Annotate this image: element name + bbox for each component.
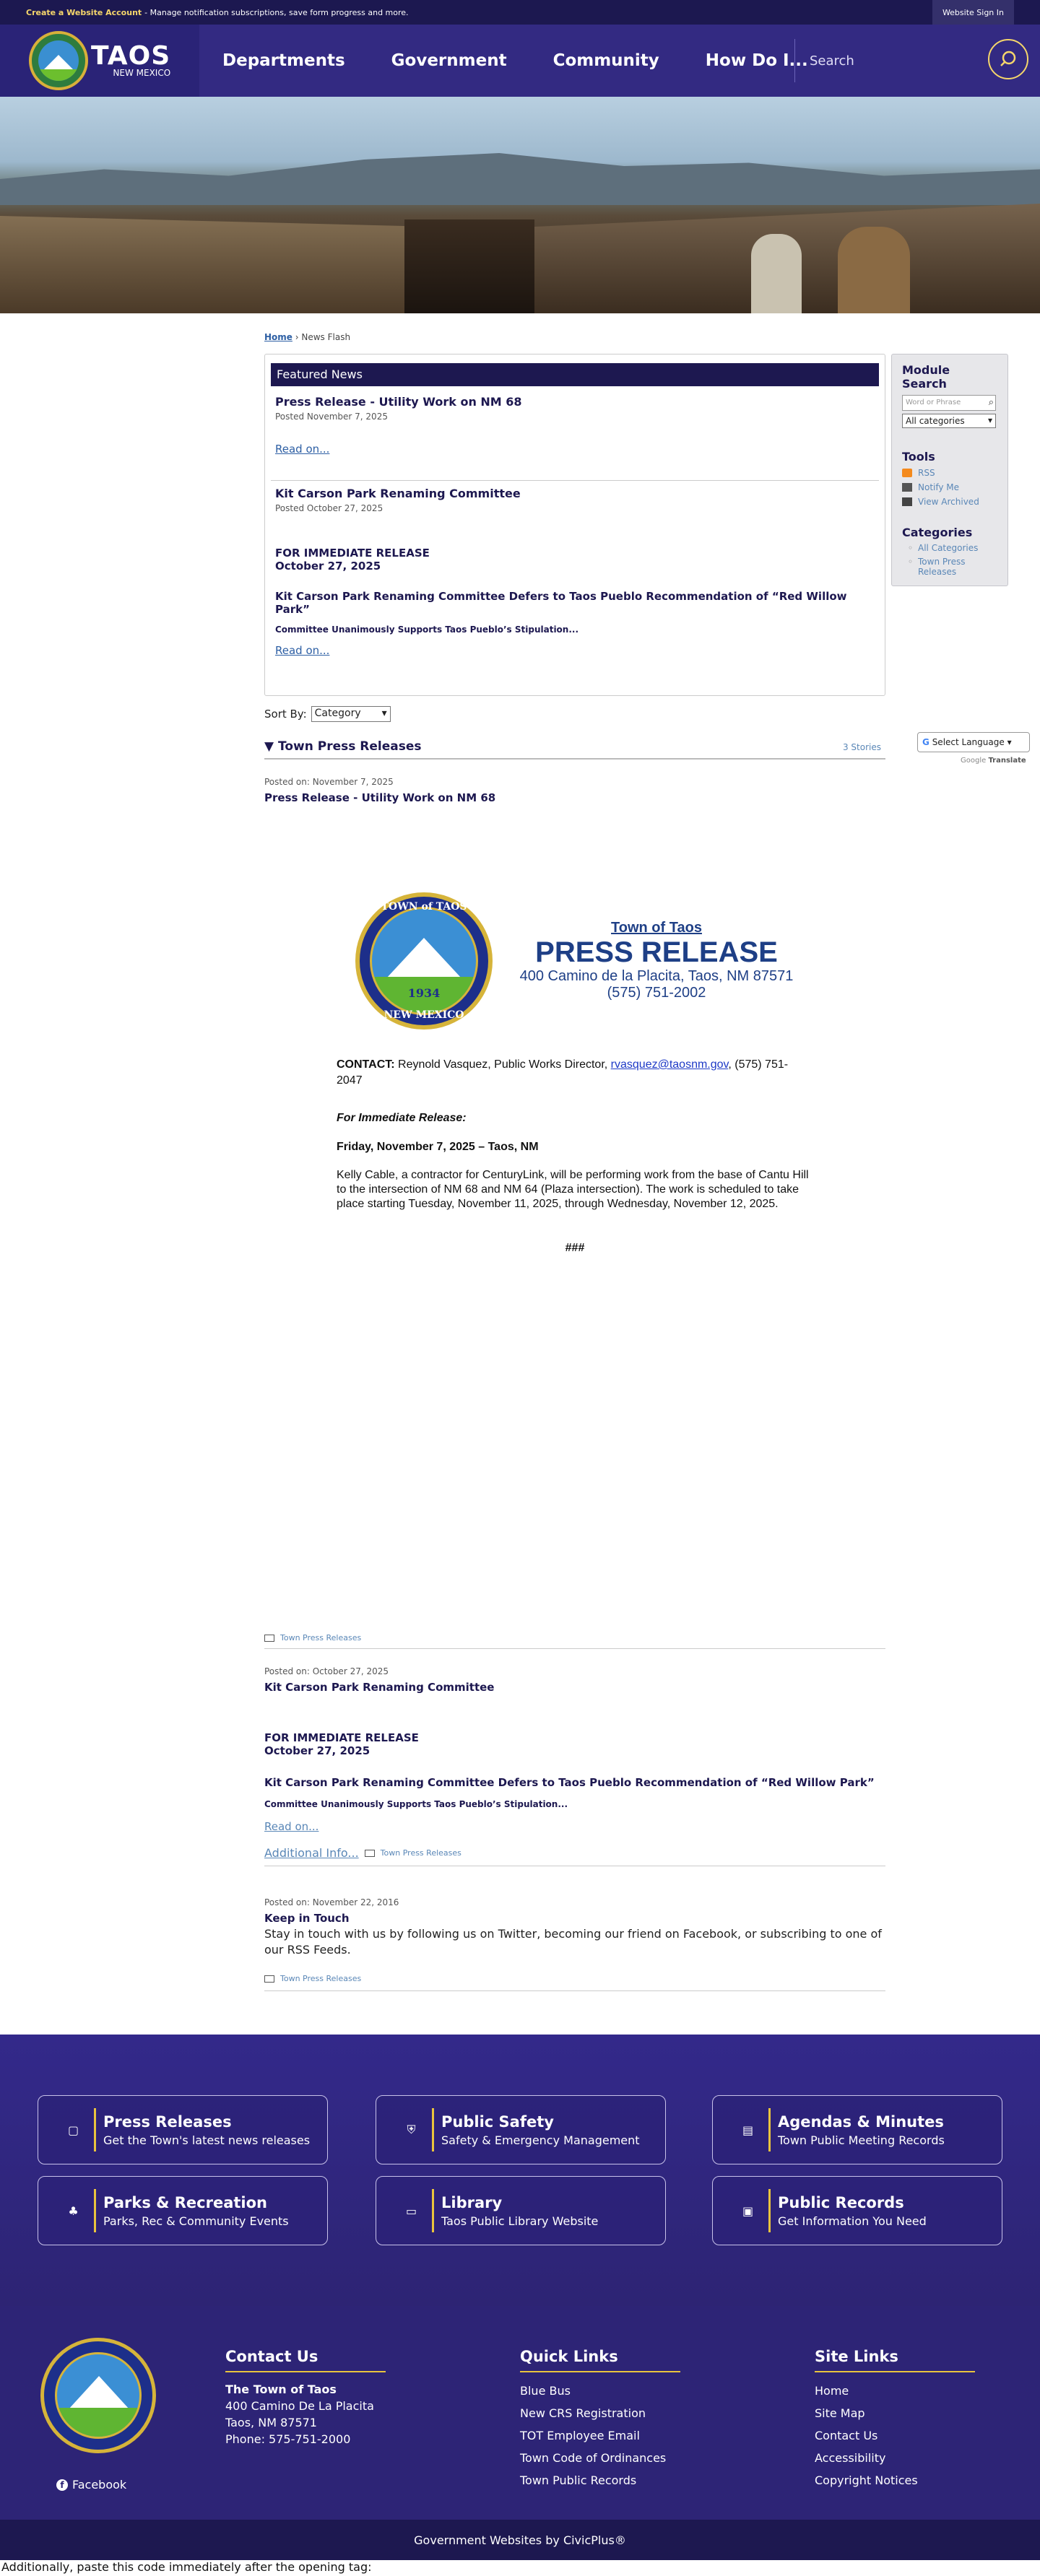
tile-title: Agendas & Minutes <box>778 2112 944 2131</box>
town-seal-icon <box>29 31 88 90</box>
nav-community[interactable]: Community <box>552 51 659 70</box>
tile-subtitle: Get the Town's latest news releases <box>103 2133 311 2147</box>
story-count: 3 Stories <box>842 742 881 752</box>
book-icon: ▭ <box>391 2189 434 2232</box>
notify-me-link[interactable] <box>902 482 997 492</box>
release-label: FOR IMMEDIATE RELEASE <box>264 1731 419 1744</box>
clipboard-icon: ▤ <box>727 2108 771 2151</box>
quick-link[interactable]: Town Code of Ordinances <box>520 2451 667 2465</box>
news-story <box>264 1897 885 1991</box>
site-logo[interactable] <box>0 25 199 97</box>
civicplus-credit <box>0 2520 1040 2560</box>
create-account-link[interactable]: Create a Website Account <box>26 7 142 17</box>
nav-government[interactable]: Government <box>391 51 507 70</box>
news-story <box>264 1666 885 1866</box>
quick-link[interactable]: Town Public Records <box>520 2473 637 2487</box>
site-link[interactable]: Copyright Notices <box>815 2473 918 2487</box>
site-header <box>0 25 1040 97</box>
tile-title: Public Safety <box>441 2112 554 2131</box>
immediate-release-label: For Immediate Release: <box>337 1112 467 1124</box>
story-posted-date: Posted on: October 27, 2025 <box>264 1666 389 1676</box>
press-release-heading: Town of Taos PRESS RELEASE 400 Camino de la Placita, Taos, NM 87571 (575) 751-2002 <box>519 920 794 1001</box>
folder-icon <box>264 1635 274 1642</box>
tile-agendas-minutes[interactable] <box>712 2095 1002 2164</box>
facebook-link[interactable]: f Facebook <box>56 2478 126 2492</box>
breadcrumb-home[interactable]: Home <box>264 332 292 342</box>
story-footer <box>264 1633 885 1649</box>
quick-link[interactable]: New CRS Registration <box>520 2406 646 2420</box>
phone: Phone: 575-751-2000 <box>225 2432 351 2446</box>
tile-subtitle: Get Information You Need <box>778 2214 927 2228</box>
release-date: October 27, 2025 <box>264 1744 370 1757</box>
language-label: Select Language <box>932 737 1005 747</box>
logo-subtitle: NEW MEXICO <box>113 68 171 78</box>
breadcrumb <box>264 332 350 342</box>
release-label: FOR IMMEDIATE RELEASE <box>275 547 430 560</box>
document-icon: ▣ <box>727 2189 771 2232</box>
top-utility-bar <box>0 0 1040 25</box>
search-button[interactable] <box>988 39 1028 79</box>
news-story <box>264 777 885 804</box>
module-search-title: Module Search <box>902 363 950 391</box>
featured-item-title[interactable]: Press Release - Utility Work on NM 68 <box>275 395 522 409</box>
tile-public-safety[interactable] <box>376 2095 666 2164</box>
press-dateline: Friday, November 7, 2025 – Taos, NM <box>337 1141 539 1153</box>
story-title[interactable]: Press Release - Utility Work on NM 68 <box>264 791 496 804</box>
site-links-title: Site Links <box>815 2348 975 2372</box>
site-link[interactable]: Contact Us <box>815 2429 878 2442</box>
sort-select[interactable]: Category ▾ <box>311 706 391 722</box>
category-section-header <box>264 739 885 760</box>
tile-press-releases[interactable] <box>38 2095 328 2164</box>
site-search <box>794 39 1040 82</box>
google-translate-credit: Google Translate <box>961 757 1026 765</box>
trailing-text: Additionally, paste this code immediately after the opening tag: <box>1 2560 372 2574</box>
search-icon[interactable]: ⌕ <box>988 397 994 408</box>
quick-links-title: Quick Links <box>520 2348 680 2372</box>
release-date: October 27, 2025 <box>275 560 381 573</box>
tile-subtitle: Taos Public Library Website <box>441 2214 599 2228</box>
release-headline: Kit Carson Park Renaming Committee Defers to Taos Pueblo Recommendation of “Red Willow Park” <box>275 590 847 616</box>
search-placeholder: Word or Phrase <box>906 399 961 406</box>
civicplus-link[interactable]: Government Websites by CivicPlus® <box>414 2533 626 2547</box>
read-on-link[interactable]: Read on... <box>275 644 330 657</box>
tools-title: Tools <box>902 450 935 464</box>
story-body: Stay in touch with us by following us on Twitter, becoming our friend on Facebook, or subscribing to one of our RSS Feeds. <box>264 1927 882 1957</box>
archived-label: View Archived <box>918 497 979 507</box>
category-select[interactable]: All categories ▾ <box>902 414 996 428</box>
rss-link[interactable] <box>902 468 997 478</box>
featured-item-title[interactable]: Kit Carson Park Renaming Committee <box>275 487 521 500</box>
tile-title: Press Releases <box>103 2112 232 2131</box>
featured-item <box>271 395 879 480</box>
tree-icon: ♣ <box>53 2189 96 2232</box>
main-nav <box>199 25 831 97</box>
release-subhead: Committee Unanimously Supports Taos Pueblo’s Stipulation... <box>275 625 579 635</box>
archive-icon <box>902 497 912 506</box>
search-input[interactable]: Search <box>810 53 854 69</box>
breadcrumb-current: News Flash <box>301 332 351 342</box>
chat-icon: ▢ <box>53 2108 96 2151</box>
rss-icon <box>902 469 912 477</box>
category-town-press-releases[interactable]: ◦ Town Press Releases <box>902 557 967 577</box>
site-footer <box>0 2306 1040 2520</box>
tile-public-records[interactable] <box>712 2176 1002 2245</box>
tile-title: Public Records <box>778 2193 904 2211</box>
quick-links-column <box>520 2348 680 2487</box>
sort-label: Sort By: <box>264 708 307 721</box>
featured-item-date: Posted October 27, 2025 <box>275 503 384 513</box>
tile-subtitle: Town Public Meeting Records <box>778 2133 945 2147</box>
folder-icon <box>365 1850 375 1857</box>
press-release-body <box>337 1057 813 1255</box>
shield-icon: ⛨ <box>391 2108 434 2151</box>
address-line: Taos, NM 87571 <box>225 2416 317 2429</box>
additional-info-link[interactable]: Additional Info... <box>264 1846 359 1860</box>
view-archived-link[interactable] <box>902 497 997 507</box>
account-description: - Manage notification subscriptions, save form progress and more. <box>144 7 409 17</box>
featured-item <box>271 487 879 657</box>
categories-title: Categories <box>902 526 973 539</box>
contact-email-link[interactable]: rvasquez@taosnm.gov <box>610 1058 729 1071</box>
org-name: The Town of Taos <box>225 2383 337 2396</box>
tile-library[interactable] <box>376 2176 666 2245</box>
featured-item-date: Posted November 7, 2025 <box>275 412 388 422</box>
breadcrumb-separator: › <box>292 332 302 342</box>
featured-news-header: Featured News <box>271 363 879 386</box>
read-on-link[interactable]: Read on... <box>275 443 330 456</box>
story-title[interactable]: Kit Carson Park Renaming Committee <box>264 1681 495 1694</box>
story-posted-date: Posted on: November 7, 2025 <box>264 777 394 787</box>
module-sidebar <box>891 354 1008 586</box>
town-seal-icon: 1934 TOWN of TAOS NEW MEXICO <box>355 892 493 1030</box>
tile-title: Library <box>441 2193 503 2211</box>
quick-link[interactable]: TOT Employee Email <box>520 2429 640 2442</box>
mail-icon <box>902 483 912 492</box>
divider <box>271 480 879 481</box>
language-select[interactable]: G Select Language ▾ <box>917 732 1030 752</box>
module-search-input[interactable] <box>902 395 996 411</box>
site-links-column <box>815 2348 975 2487</box>
sign-in-button[interactable]: Website Sign In <box>932 0 1014 25</box>
facebook-icon: f <box>56 2479 68 2491</box>
tile-title: Parks & Recreation <box>103 2193 268 2211</box>
site-link[interactable]: Site Map <box>815 2406 865 2420</box>
search-icon <box>998 49 1018 69</box>
story-posted-date: Posted on: November 22, 2016 <box>264 1897 399 1907</box>
featured-news <box>264 354 885 696</box>
hero-banner-image <box>0 97 1040 313</box>
tile-parks-recreation[interactable] <box>38 2176 328 2245</box>
contact-column <box>225 2348 386 2446</box>
press-end-mark: ### <box>565 1242 585 1254</box>
site-link[interactable]: Home <box>815 2384 849 2398</box>
press-paragraph: Kelly Cable, a contractor for CenturyLink, will be performing work from the base of Cantu Hill to the intersection of NM 68 and NM 64 (Plaza intersection). The work is scheduled to take place starting Tuesday, November 11, 2025, through Wednesday, November 12, 2025. <box>337 1169 809 1210</box>
category-toggle[interactable]: ▼ Town Press Releases <box>264 739 422 754</box>
quick-link[interactable]: Blue Bus <box>520 2384 571 2398</box>
press-contact: CONTACT: Reynold Vasquez, Public Works Director, rvasquez@taosnm.gov, (575) 751-2047 <box>337 1058 789 1087</box>
town-seal-icon <box>40 2338 156 2453</box>
folder-icon <box>264 1975 274 1983</box>
logo-title: TAOS <box>91 41 171 71</box>
notify-label: Notify Me <box>918 482 960 492</box>
release-subhead: Committee Unanimously Supports Taos Pueblo’s Stipulation... <box>264 1799 568 1809</box>
category-tag-link[interactable]: Town Press Releases <box>264 1974 885 1983</box>
category-tag-link[interactable]: Town Press Releases <box>365 1848 462 1858</box>
nav-how-do-i[interactable]: How Do I... <box>705 51 808 70</box>
sort-by <box>264 706 391 722</box>
category-tag-link[interactable]: Town Press Releases <box>264 1633 885 1642</box>
address-line: 400 Camino De La Placita <box>225 2399 374 2413</box>
nav-departments[interactable]: Departments <box>222 51 345 70</box>
story-title[interactable]: Keep in Touch <box>264 1912 350 1925</box>
category-all[interactable]: ◦ All Categories <box>902 543 997 553</box>
quick-access-tiles <box>0 2035 1040 2306</box>
read-on-link[interactable]: Read on... <box>264 1820 319 1833</box>
tile-subtitle: Safety & Emergency Management <box>441 2133 640 2147</box>
contact-title: Contact Us <box>225 2348 386 2372</box>
google-icon: G <box>922 737 930 747</box>
tile-subtitle: Parks, Rec & Community Events <box>103 2214 289 2228</box>
rss-label: RSS <box>918 468 935 478</box>
site-link[interactable]: Accessibility <box>815 2451 886 2465</box>
release-headline: Kit Carson Park Renaming Committee Defers to Taos Pueblo Recommendation of “Red Willow Park” <box>264 1776 875 1789</box>
